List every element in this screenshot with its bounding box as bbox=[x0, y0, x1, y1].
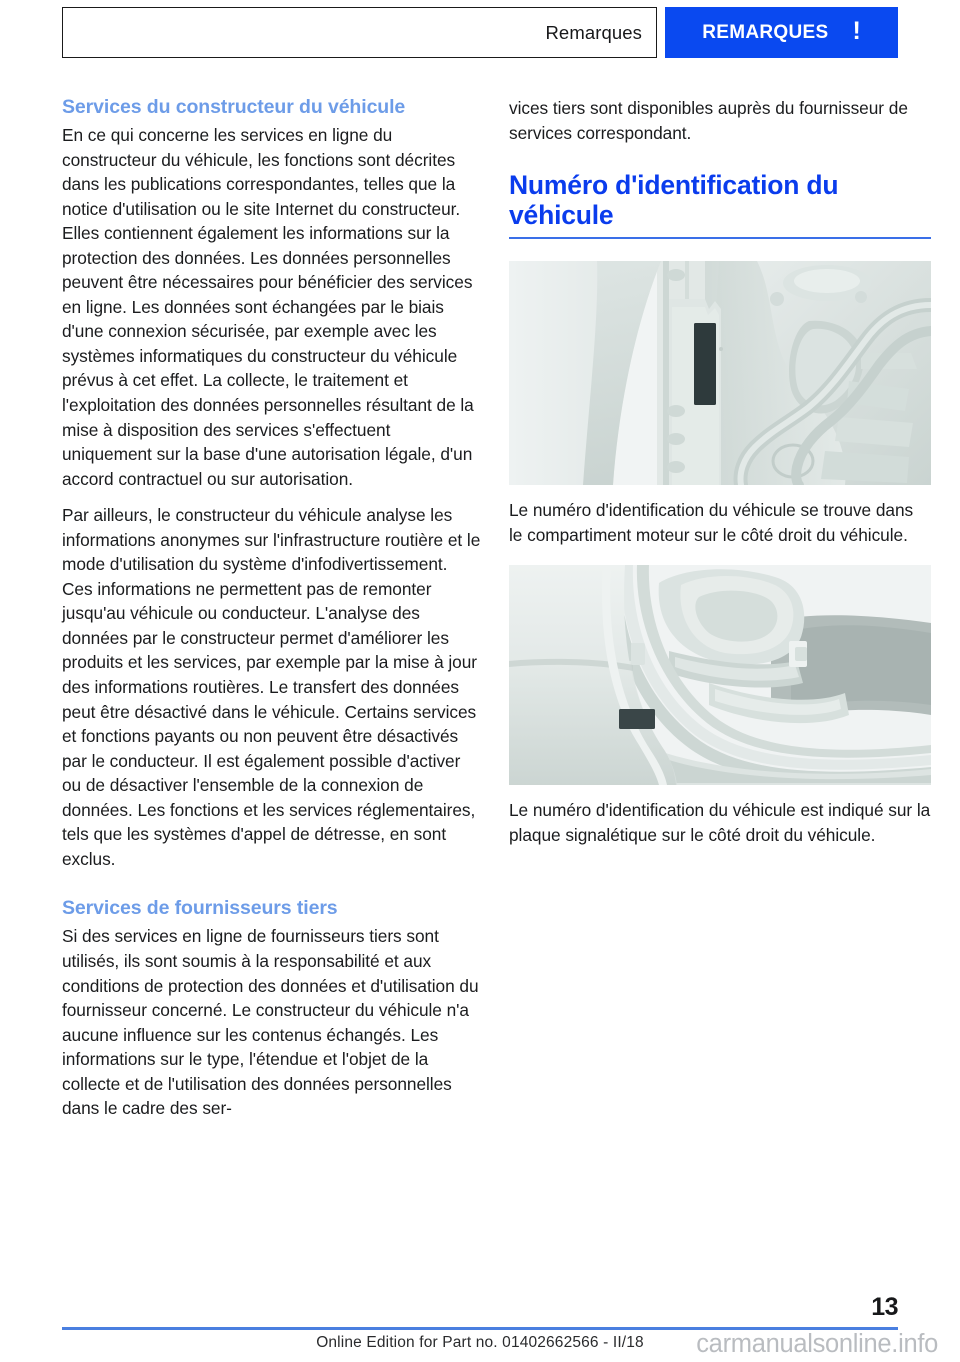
figure-door-sill bbox=[509, 565, 931, 785]
caption-door-sill: Le numéro d'identification du véhicule est indiqué sur la plaque signalétique sur le côté droit du véhicule. bbox=[509, 800, 931, 845]
footer-edition-text: Online Edition for Part no. 01402662566 - II/18 bbox=[316, 1334, 644, 1351]
paragraph-services-constructeur-1: En ce qui concerne les services en ligne du constructeur du véhicule, les fonctions sont décrites dans les publications correspondantes, telles que la notice d'utilisation ou le site Internet du constructeur. Elles contiennent également les informations sur la protection des données. Les données personnelles peuvent être nécessaires pour bénéficier des services en ligne. Les données sont échangées par le biais d'une connexion sécurisée, par exemple avec les systèmes informatiques du constructeur du véhicule prévus à cet effet. La collecte, le traitement et l'exploitation des données personnelles résultant de la mise à disposition des services s'effectuent uniquement sur la base d'une autorisation légale, d'un accord contractuel ou sur autorisation. bbox=[62, 125, 474, 489]
section-spacer-right bbox=[509, 151, 931, 171]
heading-numero-identification: Numéro d'identification du véhicule bbox=[509, 170, 839, 231]
paragraph-continued-from-left: vices tiers sont disponibles auprès du fournisseur de services correspondant. bbox=[509, 98, 908, 143]
page-header-tabs bbox=[62, 7, 898, 58]
tab-chapter-remarques[interactable] bbox=[62, 7, 657, 58]
caption-engine-compartment-wrap bbox=[509, 498, 931, 547]
heading-services-constructeur: Services du constructeur du véhicule bbox=[62, 96, 406, 118]
right-text-column bbox=[509, 96, 931, 865]
figure-engine-compartment bbox=[509, 261, 931, 485]
left-text-column bbox=[62, 96, 482, 1121]
heading-underline-rule bbox=[509, 237, 931, 239]
exclamation-icon: ! bbox=[852, 17, 861, 45]
tab-active-label: REMARQUES bbox=[702, 21, 829, 43]
door-sill-illustration bbox=[509, 565, 931, 785]
watermark-carmanualsonline: carmanualsonline.info bbox=[696, 1330, 938, 1358]
paragraph-services-constructeur-2: Par ailleurs, le constructeur du véhicule analyse les informations anonymes sur l'infrastructure routière et le mode d'utilisation du système d'infodivertissement. Ces informations ne permettent pas de remonter jusqu'au véhicule ou conducteur. L'analyse des données par le constructeur permet d'améliorer les produits et les services, par exemple par la mise à jour des informations routières. Le transfert des données peut être désactivé dans le véhicule. Certains services et fonctions payants ou non peuvent être désactivés par le conducteur. Il est également possible d'activer ou de désactiver l'ensemble de la connexion de données. Les fonctions et les services réglementaires, tels que les systèmes d'appel de détresse, en sont exclus. bbox=[62, 505, 481, 869]
section-spacer bbox=[62, 877, 482, 897]
paragraph-services-fournisseurs-tiers: Si des services en ligne de fournisseurs tiers sont utilisés, ils sont soumis à la responsabilité et aux conditions de protection des données et d'utilisation du fournisseur concerné. Le constructeur du véhicule n'a aucune influence sur les contenus échangés. Les informations sur le type, l'étendue et l'objet de la collecte et de l'utilisation des données personnelles dans le cadre des ser- bbox=[62, 926, 479, 1119]
engine-compartment-illustration bbox=[509, 261, 931, 485]
page-number: 13 bbox=[871, 1293, 898, 1321]
heading-services-fournisseurs-tiers: Services de fournisseurs tiers bbox=[62, 897, 338, 920]
caption-door-sill-wrap bbox=[509, 798, 931, 847]
tab-chapter-label: Remarques bbox=[545, 21, 642, 43]
caption-engine-compartment: Le numéro d'identification du véhicule se trouve dans le compartiment moteur sur le côté droit du véhicule. bbox=[509, 499, 914, 545]
tab-active-remarques[interactable] bbox=[665, 7, 898, 58]
